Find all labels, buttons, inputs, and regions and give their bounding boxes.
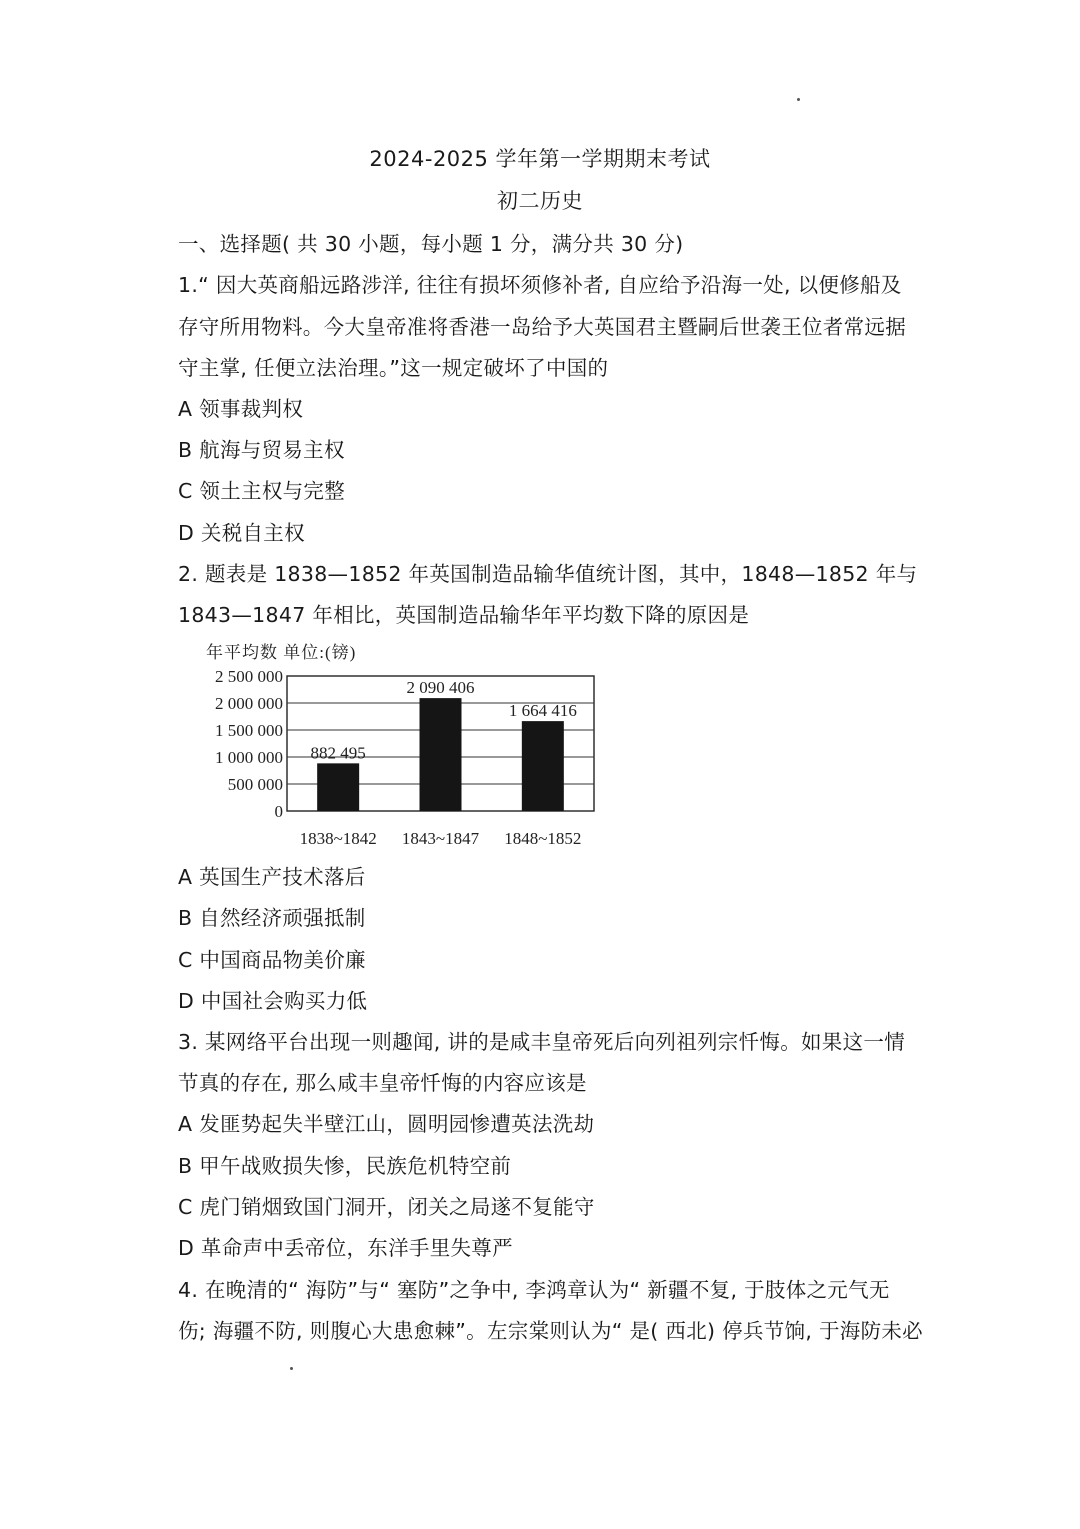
- question-2-line: 2. 题表是 1838—1852 年英国制造品输华值统计图，其中，1848—1852 年与: [178, 562, 918, 586]
- question-1-option-b: B 航海与贸易主权: [178, 438, 345, 462]
- bar-chart: [196, 636, 616, 856]
- question-3-line: 3. 某网络平台出现一则趣闻, 讲的是咸丰皇帝死后向列祖列宗忏悔。如果这一情: [178, 1030, 906, 1054]
- question-1-option-d: D 关税自主权: [178, 521, 305, 545]
- data-label: 2 090 406: [406, 678, 475, 698]
- y-tick-label: 2 000 000: [215, 694, 283, 713]
- question-3-option-b: B 甲午战败损失惨，民族危机特空前: [178, 1154, 512, 1178]
- question-3-option-d: D 革命声中丢帝位，东洋手里失尊严: [178, 1236, 513, 1260]
- question-4-line: 4. 在晚清的“ 海防”与“ 塞防”之争中, 李鸿章认为“ 新疆不复, 于肢体之元气无: [178, 1278, 890, 1302]
- question-3-option-c: C 虎门销烟致国门洞开，闭关之局遂不复能守: [178, 1195, 595, 1219]
- y-tick-label: 500 000: [227, 775, 283, 794]
- chart-title: 年平均数 单位:(镑): [206, 643, 357, 662]
- y-tick-label: 2 500 000: [215, 667, 283, 686]
- question-1-line: 守主掌, 任便立法治理。”这一规定破坏了中国的: [178, 356, 609, 380]
- exam-subject: 初二历史: [497, 189, 583, 213]
- question-3-line: 节真的存在, 那么咸丰皇帝忏悔的内容应该是: [178, 1071, 587, 1095]
- x-tick-label: 1838~1842: [299, 829, 377, 848]
- question-2-option-c: C 中国商品物美价廉: [178, 948, 366, 972]
- bar: [522, 721, 564, 811]
- question-2-option-d: D 中国社会购买力低: [178, 989, 368, 1013]
- exam-title: 2024-2025 学年第一学期期末考试: [369, 147, 711, 171]
- question-1-line: 存守所用物料。今大皇帝准将香港一岛给予大英国君主暨嗣后世袭王位者常远据: [178, 315, 906, 339]
- y-tick-label: 1 000 000: [215, 748, 283, 767]
- question-1-option-c: C 领土主权与完整: [178, 479, 346, 503]
- bar: [317, 763, 359, 811]
- question-2-option-b: B 自然经济顽强抵制: [178, 906, 366, 930]
- question-1-line: 1.“ 因大英商船远路涉洋, 往往有损坏须修补者, 自应给予沿海一处, 以便修船及: [178, 273, 902, 297]
- x-tick-label: 1848~1852: [504, 829, 582, 848]
- data-label: 882 495: [310, 743, 366, 763]
- x-tick-label: 1843~1847: [401, 829, 480, 848]
- section-heading: 一、选择题( 共 30 小题，每小题 1 分，满分共 30 分): [178, 232, 684, 256]
- bar: [420, 698, 462, 811]
- scan-speck: [290, 1367, 293, 1370]
- y-tick-label: 1 500 000: [215, 721, 283, 740]
- question-2-line: 1843—1847 年相比，英国制造品输华年平均数下降的原因是: [178, 603, 750, 627]
- question-4-line: 伤; 海疆不防, 则腹心大患愈棘”。左宗棠则认为“ 是( 西北) 停兵节饷, 于海防未必: [178, 1319, 923, 1343]
- data-label: 1 664 416: [508, 701, 577, 721]
- scan-speck: [797, 98, 800, 101]
- question-3-option-a: A 发匪势起失半壁江山，圆明园惨遭英法洗劫: [178, 1112, 595, 1136]
- y-tick-label: 0: [274, 802, 283, 821]
- question-2-option-a: A 英国生产技术落后: [178, 865, 366, 889]
- question-1-option-a: A 领事裁判权: [178, 397, 304, 421]
